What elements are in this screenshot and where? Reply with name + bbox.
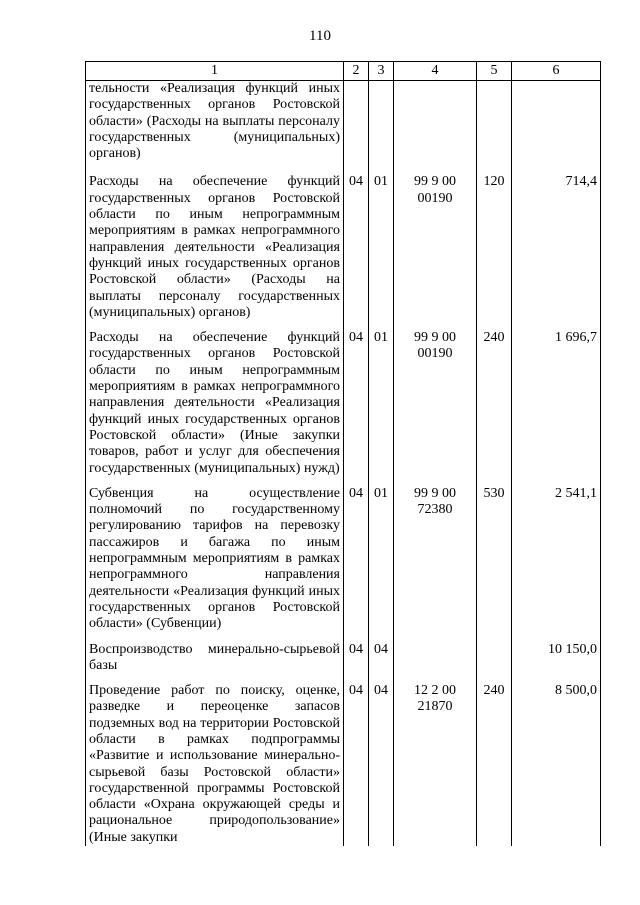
row-expense-type: 530 [477, 486, 512, 642]
row-amount: 10 150,0 [512, 642, 601, 684]
row-description: Расходы на обеспечение функций государственных органов Ростовской области по иным непрограммным мероприятиям в рамках непрограммного направления деятельности «Реализация функций иных государственных органов Ростовской области» (Иные закупки товаров, работ и услуг для обеспечения государственных (муниципальных) нужд) [86, 330, 344, 486]
page-number: 110 [309, 28, 331, 44]
row-section: 04 [344, 174, 369, 330]
row-expense-type [477, 81, 512, 175]
row-description: Расходы на обеспечение функций государственных органов Ростовской области по иным непрограммным мероприятиям в рамках непрограммного направления деятельности «Реализация функций иных государственных органов Ростовской области» (Расходы на выплаты персоналу государственных (муниципальных) органов) [86, 174, 344, 330]
row-target-article [394, 81, 477, 175]
row-target-article [394, 642, 477, 684]
row-description: Воспроизводство минерально-сырьевой базы [86, 642, 344, 684]
row-amount [512, 81, 601, 175]
row-subsection: 01 [369, 330, 394, 486]
row-amount: 1 696,7 [512, 330, 601, 486]
column-header-section: 2 [344, 62, 369, 81]
row-expense-type: 240 [477, 330, 512, 486]
table-row [86, 486, 601, 642]
row-description: Субвенция на осуществление полномочий по государственному регулированию тарифов на перевозку пассажиров и багажа по иным непрограммным мероприятиям в рамках непрограммного направления деятельности «Реализация функций иных государственных органов Ростовской области» (Субвенции) [86, 486, 344, 642]
row-description: Проведение работ по поиску, оценке, разведке и переоценке запасов подземных вод на территории Ростовской области в рамках подпрограммы «Развитие и использование минерально-сырьевой базы Ростовской области» государственной программы Ростовской области «Охрана окружающей среды и рациональное природопользование» (Иные закупки [86, 683, 344, 846]
row-amount: 2 541,1 [512, 486, 601, 642]
row-description: тельности «Реализация функций иных государственных органов Ростовской области» (Расходы на выплаты персоналу государственных (муниципальных) органов) [86, 81, 344, 175]
row-amount: 8 500,0 [512, 683, 601, 846]
row-target-article: 99 9 00 00190 [394, 174, 477, 330]
column-header-expense-type: 5 [477, 62, 512, 81]
row-target-article: 99 9 00 00190 [394, 330, 477, 486]
row-subsection: 04 [369, 642, 394, 684]
row-subsection: 04 [369, 683, 394, 846]
table-row [86, 683, 601, 846]
budget-table [85, 61, 601, 846]
table-row [86, 330, 601, 486]
row-subsection [369, 81, 394, 175]
row-subsection: 01 [369, 174, 394, 330]
row-expense-type: 120 [477, 174, 512, 330]
table-header-row [86, 62, 601, 81]
row-section: 04 [344, 683, 369, 846]
row-expense-type [477, 642, 512, 684]
column-header-description: 1 [86, 62, 344, 81]
row-expense-type: 240 [477, 683, 512, 846]
table-row [86, 174, 601, 330]
column-header-subsection: 3 [369, 62, 394, 81]
row-section: 04 [344, 330, 369, 486]
table-row [86, 642, 601, 684]
row-amount: 714,4 [512, 174, 601, 330]
row-section: 04 [344, 642, 369, 684]
table-row [86, 81, 601, 175]
row-subsection: 01 [369, 486, 394, 642]
row-section: 04 [344, 486, 369, 642]
row-target-article: 99 9 00 72380 [394, 486, 477, 642]
row-section [344, 81, 369, 175]
column-header-amount: 6 [512, 62, 601, 81]
row-target-article: 12 2 00 21870 [394, 683, 477, 846]
column-header-target-article: 4 [394, 62, 477, 81]
